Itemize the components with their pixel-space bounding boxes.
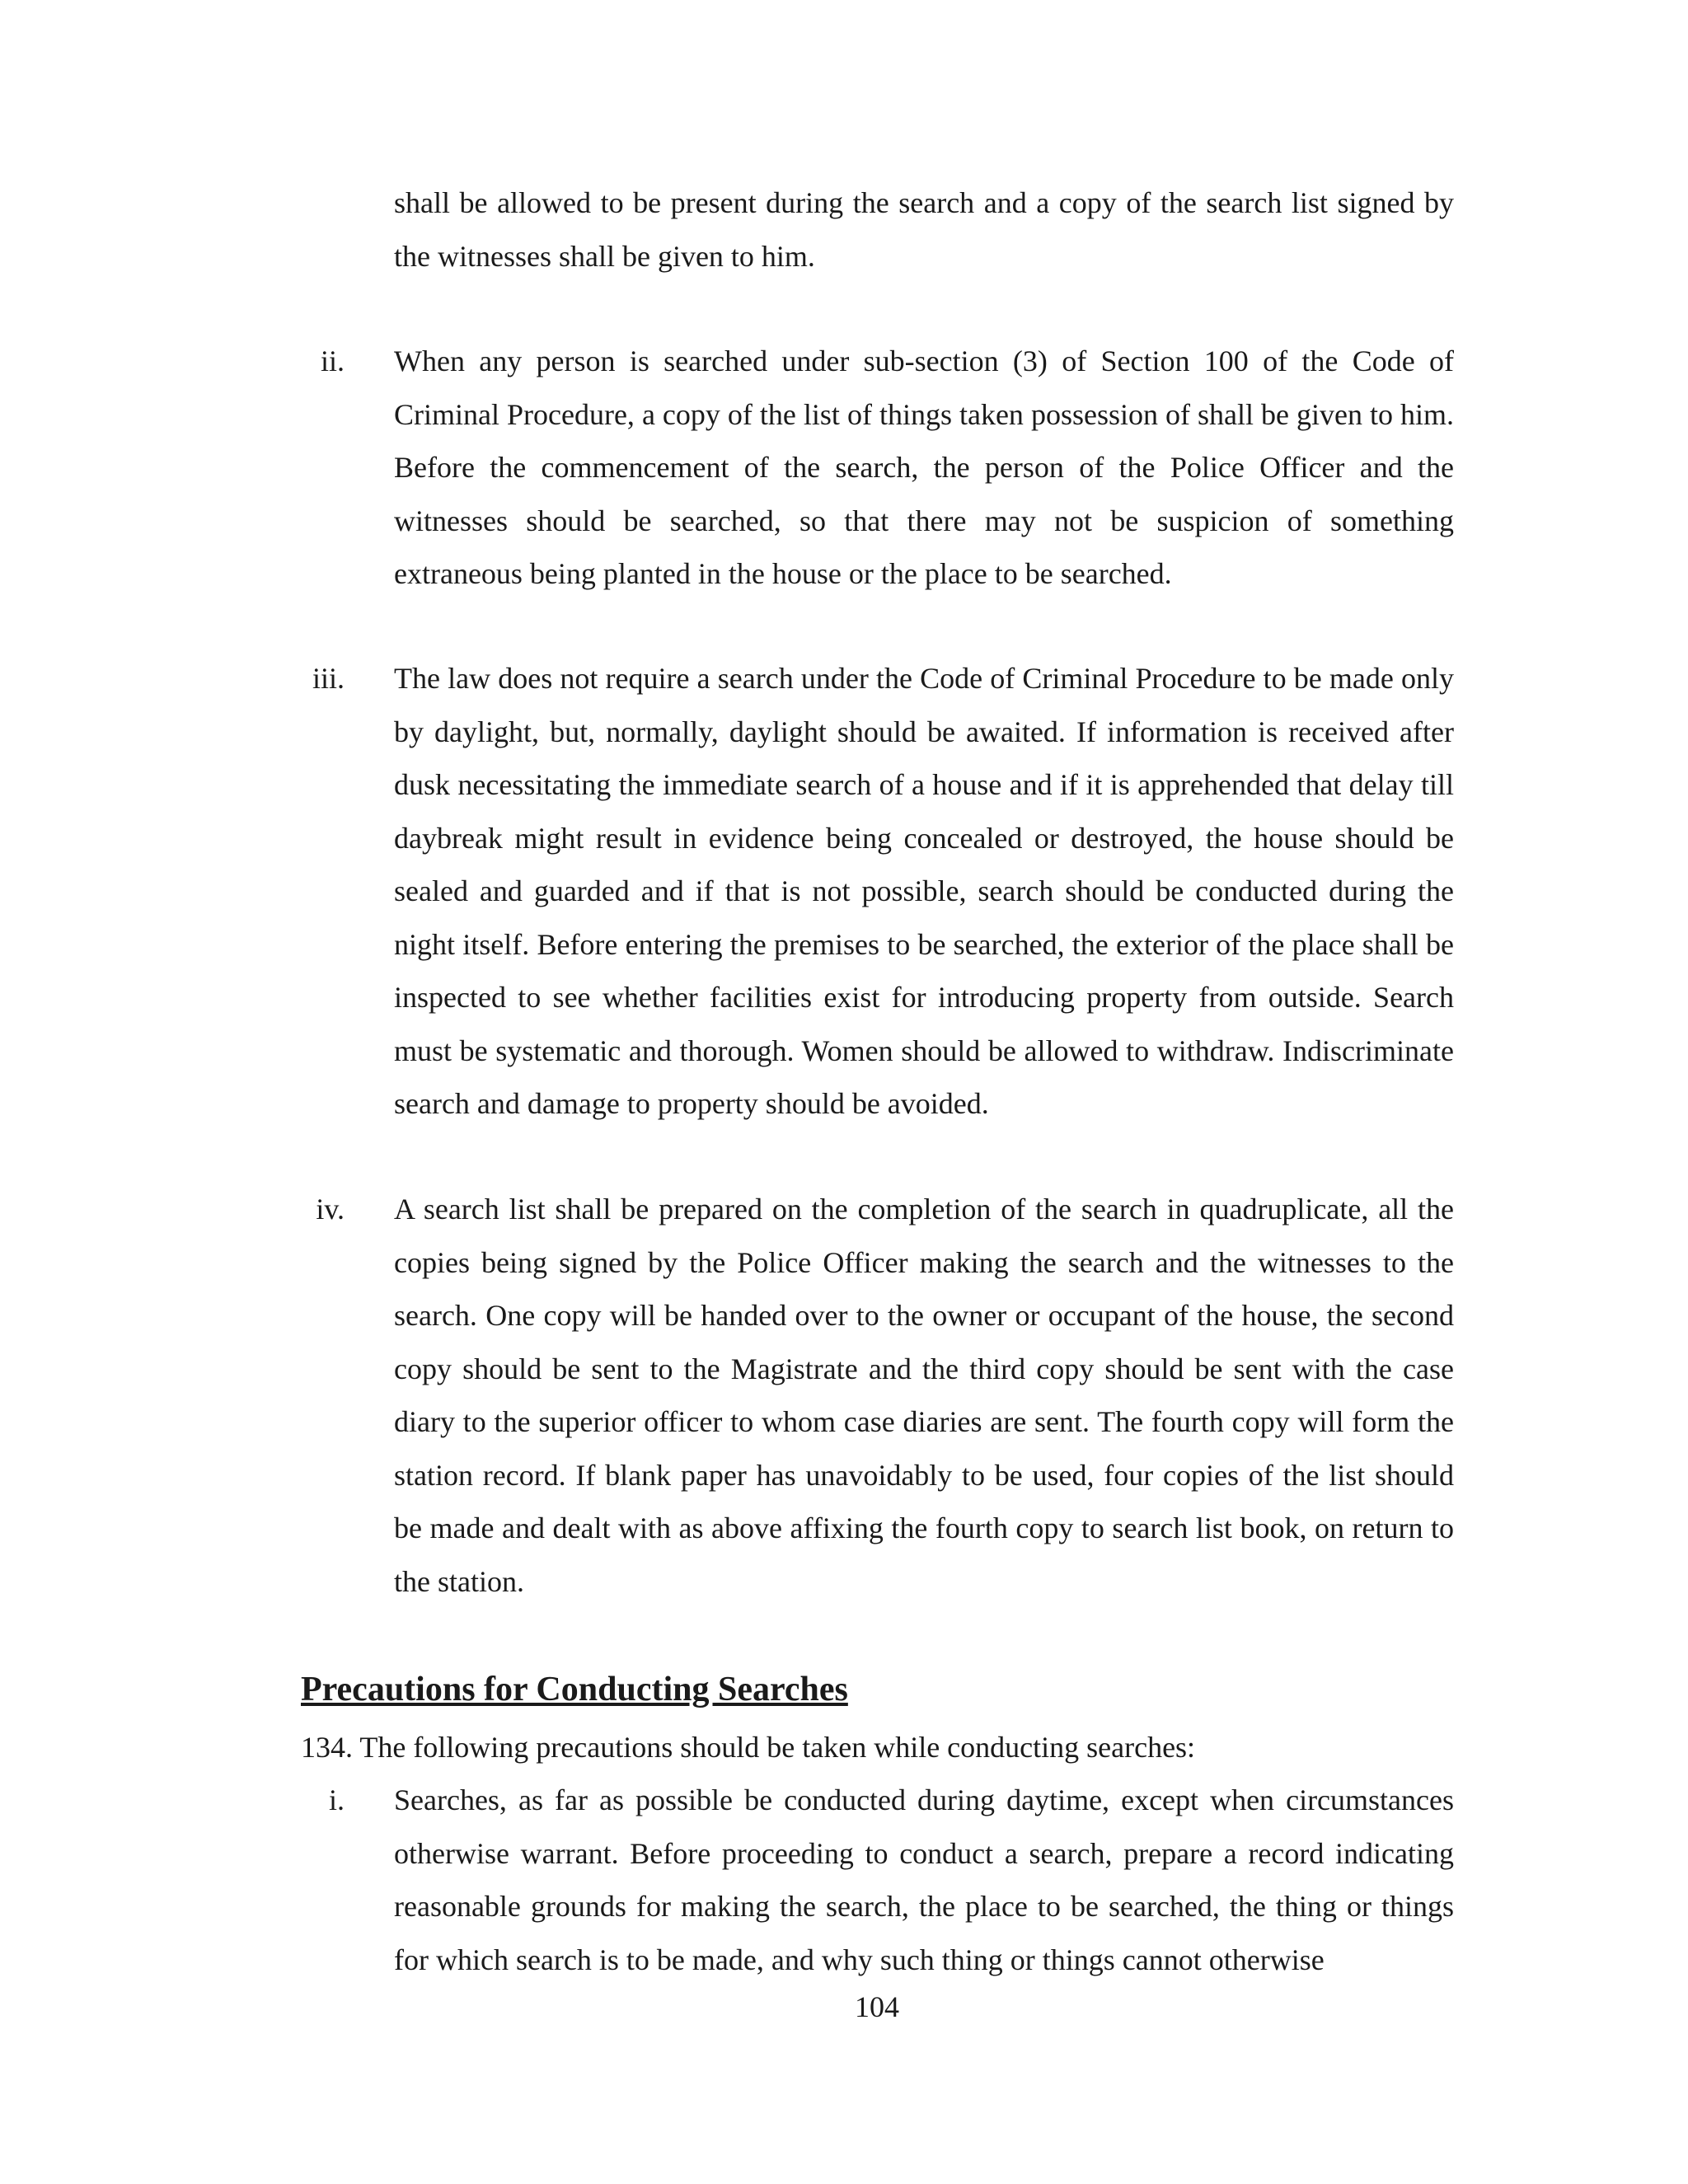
item-number-iv: iv. [316,1193,345,1226]
item-text-iii: The law does not require a search under the Code of Criminal Procedure to be made only by daylight, but, normally, daylight should be awaited. If information is received after dusk necessitating the immediate search of a house and if it is apprehended that delay till daybreak might result in evidence being concealed or destroyed, the house should be sealed and guarded and if that is not possible, search should be conducted during the night itself. Before entering the premises to be searched, the exterior of the place shall be inspected to see whether facilities exist for introducing property from outside. Search must be systematic and thorough. Women should be allowed to withdraw. Indiscriminate search and damage to property should be avoided. [394,662,1454,1120]
item-text-iv: A search list shall be prepared on the completion of the search in quadruplicate, all the copies being signed by the Police Officer making the search and the witnesses to the search. One copy will be handed over to the owner or occupant of the house, the second copy should be sent to the Magistrate and the third copy should be sent with the case diary to the superior officer to whom case diaries are sent. The fourth copy will form the station record. If blank paper has unavoidably to be used, four copies of the list should be made and dealt with as above affixing the fourth copy to search list book, on return to the station. [394,1193,1454,1598]
item-number-ii: ii. [320,344,345,377]
item-text-ii: When any person is searched under sub-section (3) of Section 100 of the Code of Criminal Procedure, a copy of the list of things taken possession of shall be given to him. Before the commencement of the search, the person of the Police Officer and the witnesses should be searched, so that there may not be suspicion of something extraneous being planted in the house or the place to be searched. [394,344,1454,590]
item-number-iii: iii. [312,662,345,695]
section-intro: 134. The following precautions should be taken while conducting searches: [301,1731,1196,1764]
section-item-number-i: i. [328,1783,345,1816]
continuation-paragraph: shall be allowed to be present during the search and a copy of the search list signed by the witnesses shall be given to him. [394,186,1454,273]
section-item-text-i: Searches, as far as possible be conducted during daytime, except when circumstances otherwise warrant. Before proceeding to conduct a search, prepare a record indicating reasonable grounds for making the search, the place to be searched, the thing or things for which search is to be made, and why such thing or things cannot otherwise [394,1783,1454,1976]
section-heading: Precautions for Conducting Searches [301,1671,848,1708]
page-number: 104 [855,1990,899,2023]
